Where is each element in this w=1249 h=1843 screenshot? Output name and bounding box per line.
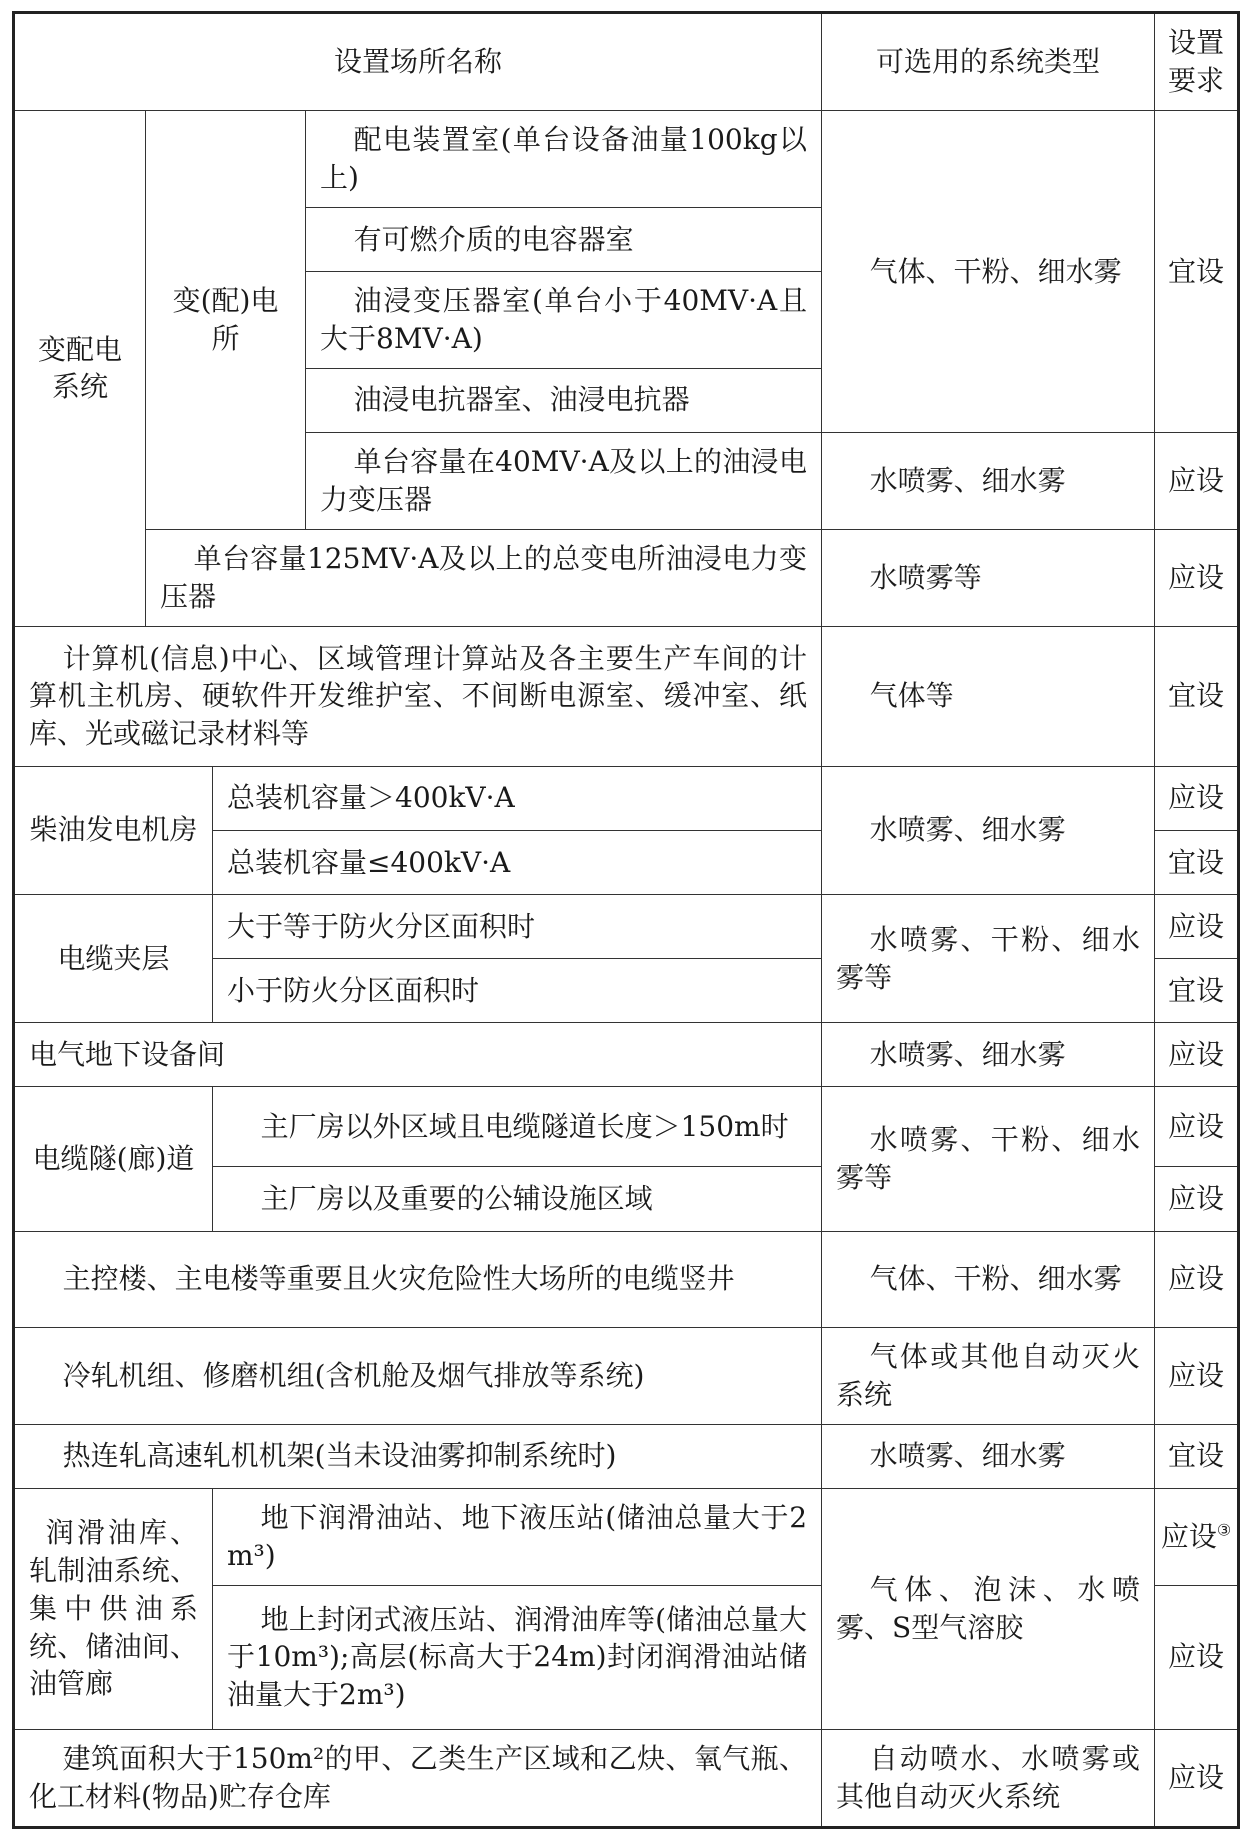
group-cable-interlayer: 电缆夹层 bbox=[14, 895, 213, 1023]
place-cell: 油浸电抗器室、油浸电抗器 bbox=[306, 368, 822, 432]
system-cell: 水喷雾、干粉、细水雾等 bbox=[822, 895, 1155, 1023]
req-cell bbox=[1155, 1488, 1239, 1585]
req-cell: 宜设 bbox=[1155, 959, 1239, 1023]
req-cell: 应设 bbox=[1155, 766, 1239, 830]
req-cell: 宜设 bbox=[1155, 626, 1239, 766]
header-system: 可选用的系统类型 bbox=[822, 13, 1155, 111]
header-req: 设置要求 bbox=[1155, 13, 1239, 111]
table-row bbox=[14, 895, 1239, 959]
group-substation: 变配电系统 bbox=[14, 111, 146, 627]
req-cell: 应设 bbox=[1155, 1087, 1239, 1167]
system-cell: 水喷雾、细水雾 bbox=[822, 432, 1155, 529]
place-cell: 冷轧机组、修磨机组(含机舱及烟气排放等系统) bbox=[14, 1327, 822, 1424]
system-cell: 水喷雾、细水雾 bbox=[822, 1424, 1155, 1488]
place-cell: 油浸变压器室(单台小于40MV·A且大于8MV·A) bbox=[306, 271, 822, 368]
place-cell: 地下润滑油站、地下液压站(储油总量大于2m³) bbox=[213, 1488, 822, 1585]
system-cell: 水喷雾、干粉、细水雾等 bbox=[822, 1087, 1155, 1231]
table-row bbox=[14, 766, 1239, 830]
place-cell: 总装机容量≤400kV·A bbox=[213, 830, 822, 894]
req-cell: 应设 bbox=[1155, 1023, 1239, 1087]
table-row bbox=[14, 111, 1239, 208]
subgroup-substation: 变(配)电所 bbox=[146, 111, 306, 530]
place-cell: 计算机(信息)中心、区域管理计算站及各主要生产车间的计算机主机房、硬软件开发维护室、不间断电源室、缓冲室、纸库、光或磁记录材料等 bbox=[14, 626, 822, 766]
place-cell: 建筑面积大于150m²的甲、乙类生产区域和乙炔、氧气瓶、化工材料(物品)贮存仓库 bbox=[14, 1729, 822, 1827]
place-cell: 总装机容量＞400kV·A bbox=[213, 766, 822, 830]
table-row bbox=[14, 1424, 1239, 1488]
req-cell: 应设 bbox=[1155, 529, 1239, 626]
place-cell: 主厂房以外区域且电缆隧道长度＞150m时 bbox=[213, 1087, 822, 1167]
system-cell: 气体、泡沫、水喷雾、S型气溶胶 bbox=[822, 1488, 1155, 1729]
place-cell: 小于防火分区面积时 bbox=[213, 959, 822, 1023]
table-row bbox=[14, 1729, 1239, 1827]
req-cell: 宜设 bbox=[1155, 1424, 1239, 1488]
place-cell: 配电装置室(单台设备油量100kg以上) bbox=[306, 111, 822, 208]
system-cell: 自动喷水、水喷雾或其他自动灭火系统 bbox=[822, 1729, 1155, 1827]
place-cell: 单台容量125MV·A及以上的总变电所油浸电力变压器 bbox=[146, 529, 822, 626]
place-cell: 主厂房以及重要的公辅设施区域 bbox=[213, 1167, 822, 1231]
group-diesel: 柴油发电机房 bbox=[14, 766, 213, 894]
req-cell: 宜设 bbox=[1155, 111, 1239, 433]
req-cell: 宜设 bbox=[1155, 830, 1239, 894]
req-cell: 应设 bbox=[1155, 1585, 1239, 1729]
req-cell: 应设 bbox=[1155, 1167, 1239, 1231]
table-row bbox=[14, 529, 1239, 626]
req-text: 应设 bbox=[1160, 1519, 1217, 1553]
table-row bbox=[14, 1231, 1239, 1327]
table-row bbox=[14, 1087, 1239, 1167]
system-cell: 气体等 bbox=[822, 626, 1155, 766]
place-cell: 地上封闭式液压站、润滑油库等(储油总量大于10m³);高层(标高大于24m)封闭润滑油站储油量大于2m³) bbox=[213, 1585, 822, 1729]
system-cell: 气体或其他自动灭火系统 bbox=[822, 1327, 1155, 1424]
table-row bbox=[14, 626, 1239, 766]
place-cell: 大于等于防火分区面积时 bbox=[213, 895, 822, 959]
fire-system-table bbox=[12, 11, 1240, 1829]
system-cell: 气体、干粉、细水雾 bbox=[822, 111, 1155, 433]
group-lube: 润滑油库、轧制油系统、集中供油系统、储油间、油管廊 bbox=[14, 1488, 213, 1729]
place-cell: 热连轧高速轧机机架(当未设油雾抑制系统时) bbox=[14, 1424, 822, 1488]
table-row bbox=[14, 1023, 1239, 1087]
footnote-marker: ③ bbox=[1216, 1520, 1232, 1540]
place-cell: 电气地下设备间 bbox=[14, 1023, 822, 1087]
group-cable-tunnel: 电缆隧(廊)道 bbox=[14, 1087, 213, 1231]
place-cell: 单台容量在40MV·A及以上的油浸电力变压器 bbox=[306, 432, 822, 529]
header-row bbox=[14, 13, 1239, 111]
req-cell: 应设 bbox=[1155, 1327, 1239, 1424]
header-place: 设置场所名称 bbox=[14, 13, 822, 111]
place-cell: 主控楼、主电楼等重要且火灾危险性大场所的电缆竖井 bbox=[14, 1231, 822, 1327]
table-row bbox=[14, 1488, 1239, 1585]
place-cell: 有可燃介质的电容器室 bbox=[306, 207, 822, 271]
system-cell: 水喷雾等 bbox=[822, 529, 1155, 626]
system-cell: 气体、干粉、细水雾 bbox=[822, 1231, 1155, 1327]
req-cell: 应设 bbox=[1155, 895, 1239, 959]
req-cell: 应设 bbox=[1155, 1231, 1239, 1327]
system-cell: 水喷雾、细水雾 bbox=[822, 766, 1155, 894]
req-cell: 应设 bbox=[1155, 1729, 1239, 1827]
req-cell: 应设 bbox=[1155, 432, 1239, 529]
table-row bbox=[14, 1327, 1239, 1424]
system-cell: 水喷雾、细水雾 bbox=[822, 1023, 1155, 1087]
